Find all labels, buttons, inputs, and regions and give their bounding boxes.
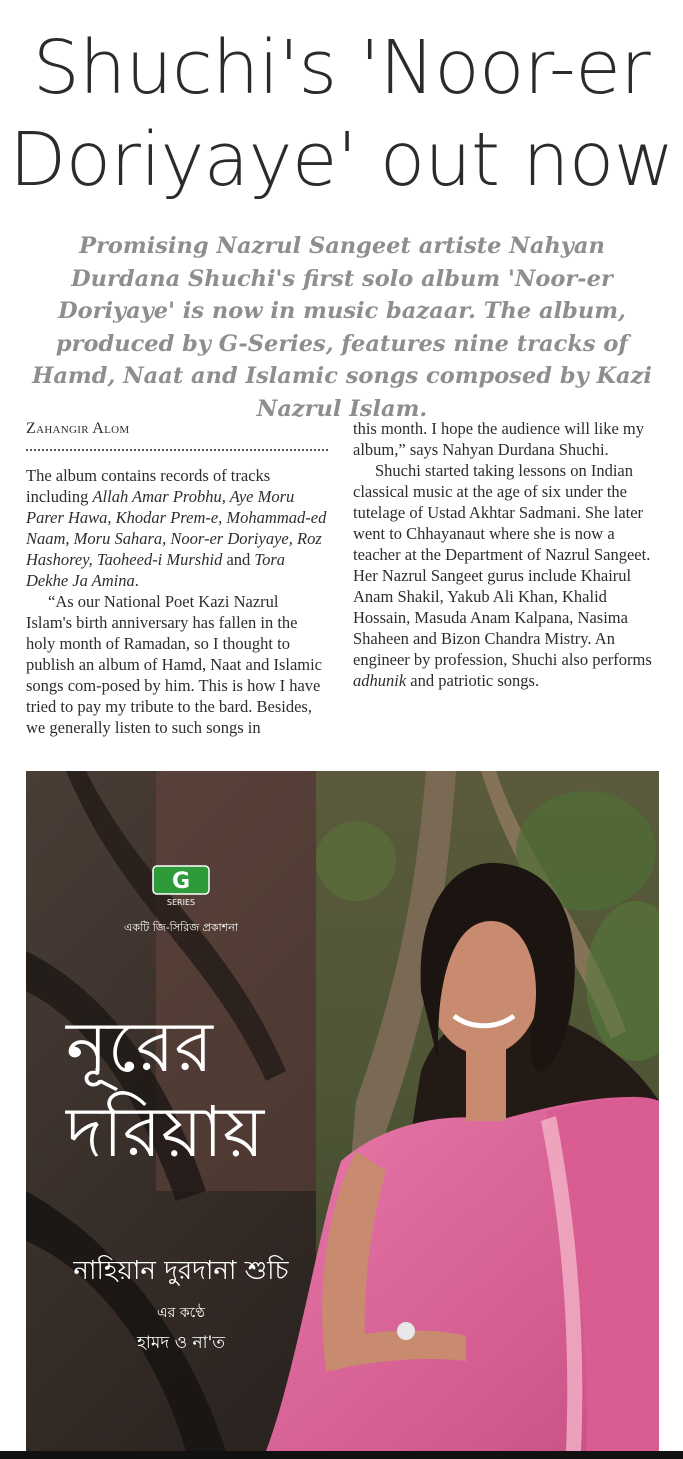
g-series-logo: G xyxy=(171,869,191,894)
voice-line: এর কণ্ঠে xyxy=(157,1305,205,1321)
album-title-line-1: নূরের xyxy=(66,1006,213,1088)
artist-name-bengali: নাহিয়ান দুরদানা শুচি xyxy=(73,1256,289,1286)
album-title-line-2: দরিয়ায় xyxy=(66,1091,265,1173)
headline: Shuchi's 'Noor-er Doriyaye' out now xyxy=(9,25,674,203)
byline-divider xyxy=(26,449,328,451)
paragraph-3: Shuchi started taking lessons on Indian classical music at the age of six under the tutelage of Ustad Akhtar Sadmani. She later went to Chhayanaut where she is now a teacher at the Department of Nazrul Sangeet. Her Nazrul Sangeet gurus include Khairul Anam Shakil, Yakub Ali Khan, Khalid Hossain, Masuda Anam Kalpana, Nasima Shaheen and Bizon Chandra Mistry. An engineer by profession, Shuchi also performs adhunik and patriotic songs. xyxy=(353,461,652,690)
paragraph-1: The album contains records of tracks including Allah Amar Probhu, Aye Moru Parer Hawa, Khodar Prem-e, Mohammad-ed Naam, Moru Sahara, Noor-er Doriyaye, Roz Hashorey, Taoheed-i Murshid and Tora Dekhe Ja Amina. xyxy=(26,466,327,590)
genre-adhunik: adhunik xyxy=(353,671,407,690)
genre-line: হামদ ও না'ত xyxy=(136,1333,226,1353)
publisher-line: একটি জি-সিরিজ প্রকাশনা xyxy=(124,921,238,934)
album-cover-illustration xyxy=(26,771,659,1451)
byline: Zahangir Alom xyxy=(26,420,130,437)
paragraph-2: “As our National Poet Kazi Nazrul Islam's birth anniversary has fallen in the holy month of Ramadan, so I thought to publish an album of Hamd, Naat and Islamic songs com-posed by him. This is how I have tried to pay my tribute to the bard. Besides, we generally listen to such songs in xyxy=(26,592,323,737)
album-cover-photo xyxy=(26,771,659,1451)
g-series-logo-sub: SERIES xyxy=(166,898,196,907)
article-column-left xyxy=(26,418,328,738)
track-list: Allah Amar Probhu, Aye Moru Parer Hawa, Khodar Prem-e, Mohammad-ed Naam, Moru Sahara, Noor-er Doriyaye, Roz Hashorey, Taoheed-i Murshid xyxy=(26,487,327,569)
last-track: Tora Dekhe Ja Amina xyxy=(26,550,285,590)
bottom-border xyxy=(0,1451,683,1459)
deck-intro: Promising Nazrul Sangeet artiste Nahyan Durdana Shuchi's first solo album 'Noor-er Doriyaye' is now in music bazaar. The album, produced by G-Series, features nine tracks of Hamd, Naat and Islamic songs composed by Kazi Nazrul Islam. xyxy=(32,233,652,422)
article-column-right xyxy=(353,418,655,691)
paragraph-2-continued: this month. I hope the audience will like my album,” says Nahyan Durdana Shuchi. xyxy=(353,419,644,459)
